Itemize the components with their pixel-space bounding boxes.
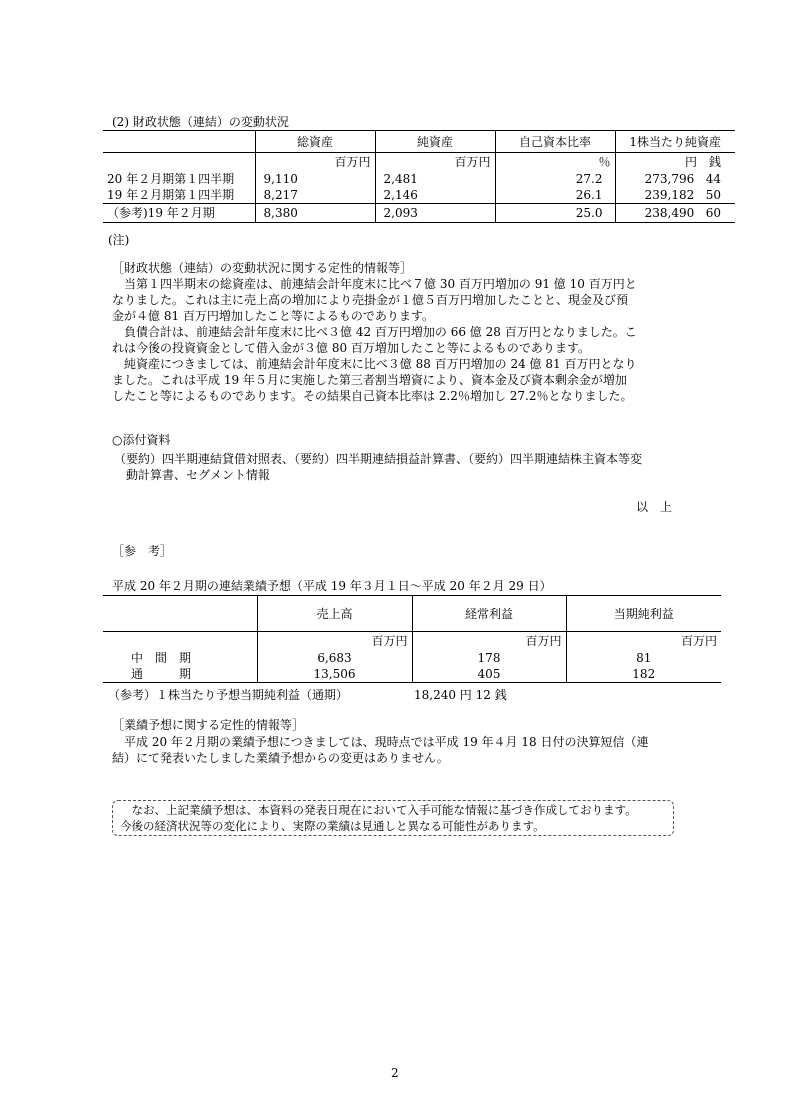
eps-forecast-label: （参考）１株当たり予想当期純利益（通期）	[108, 688, 349, 702]
units-row	[103, 153, 735, 171]
row-label: 20 年２月期第１四半期	[107, 171, 235, 186]
paragraph-line: 結）にて発表いたしました業績予想からの変更はありません。	[112, 751, 449, 765]
table-row	[103, 171, 735, 187]
paragraph-line: 動計算書、セグメント情報	[126, 468, 270, 482]
section-title-financial-position: (2) 財政状態（連結）の変動状況	[112, 115, 289, 129]
unit-cell: 百万円	[566, 632, 721, 650]
unit-cell: 円 銭	[615, 153, 735, 171]
net-assets-value: 2,093	[375, 203, 495, 222]
sales-value: 13,506	[257, 666, 412, 683]
per-share-value	[615, 171, 735, 187]
net-assets-value: 2,481	[375, 171, 495, 187]
paragraph-line: なりました。これは主に売上高の増加により売掛金が１億５百万円増加したことと、現金及び預	[112, 293, 629, 307]
paragraph-line: 今後の経済状況等の変化により、実際の業績は見通しと異なる可能性があります。	[120, 819, 545, 833]
header-ordinary-profit: 経常利益	[412, 596, 566, 632]
eps-forecast-value: 18,240 円 12 銭	[414, 688, 507, 702]
equity-ratio-value: 25.0	[495, 203, 615, 222]
header-net-assets: 純資産	[375, 131, 495, 153]
per-share-sen: 60	[705, 205, 721, 220]
header-sales: 売上高	[257, 596, 412, 632]
paragraph-line: したこと等によるものであります。その結果自己資本比率は 2.2％増加し 27.2％となりました。	[112, 389, 633, 403]
row-label: 19 年２月期第１四半期	[107, 187, 235, 202]
per-share-value	[615, 203, 735, 222]
per-share-yen: 239,182	[644, 187, 695, 202]
per-share-sen: 44	[705, 171, 721, 186]
total-assets-value: 8,217	[255, 187, 375, 204]
paragraph-line: 平成 20 年２月期の業績予想につきましては、現時点では平成 19 年４月 18 日付の決算短信（連	[112, 735, 649, 749]
forecast-table	[103, 595, 721, 683]
ordinary-profit-value: 178	[412, 650, 566, 666]
table-header-row	[103, 596, 721, 632]
net-profit-value: 81	[566, 650, 721, 666]
total-assets-value: 9,110	[255, 171, 375, 187]
forecast-title: 平成 20 年２月期の連結業績予想（平成 19 年３月１日～平成 20 年２月 29 日）	[112, 579, 552, 593]
paragraph-line: 金が４億 81 百万円増加したこと等によるものであります。	[112, 309, 434, 323]
net-profit-value: 182	[566, 666, 721, 683]
sales-value: 6,683	[257, 650, 412, 666]
paragraph-line: 負債合計は、前連結会計年度末に比べ３億 42 百万円増加の 66 億 28 百万円となりました。こ	[112, 325, 637, 339]
header-blank	[103, 596, 257, 632]
per-share-value	[615, 187, 735, 204]
header-net-assets-per-share: 1株当たり純資産	[615, 131, 735, 153]
table-row	[103, 650, 721, 666]
header-net-profit: 当期純利益	[566, 596, 721, 632]
per-share-yen: 273,796	[644, 171, 695, 186]
paragraph-line: れは今後の投資資金として借入金が３億 80 百万増加したこと等によるものであります。	[112, 341, 590, 355]
table-header-row	[103, 131, 735, 153]
ordinary-profit-value: 405	[412, 666, 566, 683]
qualitative-heading: ［財政状態（連結）の変動状況に関する定性的情報等］	[112, 261, 413, 275]
reference-heading: ［参 考］	[112, 544, 173, 558]
table-row	[103, 187, 735, 204]
unit-cell: ％	[495, 153, 615, 171]
forecast-info-heading: ［業績予想に関する定性的情報等］	[112, 718, 305, 732]
qualitative-paragraph	[112, 276, 637, 404]
table-row-reference	[103, 203, 735, 222]
per-share-yen: 238,490	[644, 205, 695, 220]
row-label: （参考)19 年２月期	[107, 205, 215, 220]
per-share-sen: 50	[705, 187, 721, 202]
attachments-list	[114, 451, 642, 483]
header-equity-ratio: 自己資本比率	[495, 131, 615, 153]
paragraph-line: 当第１四半期末の総資産は、前連結会計年度末に比べ７億 30 百万円増加の 91 億 10 百万円と	[112, 277, 637, 291]
table-note: (注)	[108, 233, 130, 247]
paragraph-line: ました。これは平成 19 年５月に実施した第三者割当増資により、資本金及び資本剰余金が増加	[112, 373, 627, 387]
unit-cell: 百万円	[375, 153, 495, 171]
net-assets-value: 2,146	[375, 187, 495, 204]
header-blank	[103, 131, 255, 153]
row-label: 通 期	[131, 666, 192, 681]
attachments-heading: ○添付資料	[112, 433, 171, 447]
table-row	[103, 666, 721, 683]
page-number: 2	[391, 1066, 399, 1080]
row-label: 中 間 期	[131, 650, 192, 665]
equity-ratio-value: 26.1	[495, 187, 615, 204]
financial-position-table	[103, 130, 735, 223]
paragraph-line: なお、上記業績予想は、本資料の発表日現在において入手可能な情報に基づき作成しております。	[120, 803, 637, 817]
paragraph-line: （要約）四半期連結貸借対照表、（要約）四半期連結損益計算書、（要約）四半期連結株主資本等変	[114, 452, 643, 466]
closing-mark: 以 上	[636, 500, 673, 514]
paragraph-line: 純資産につきましては、前連結会計年度末に比べ３億 88 百万円増加の 24 億 81 百万円となり	[112, 357, 637, 371]
units-row	[103, 632, 721, 650]
header-total-assets: 総資産	[255, 131, 375, 153]
unit-cell: 百万円	[255, 153, 375, 171]
forecast-info-paragraph	[112, 734, 648, 766]
unit-cell: 百万円	[412, 632, 566, 650]
equity-ratio-value: 27.2	[495, 171, 615, 187]
disclaimer-text	[120, 802, 637, 834]
total-assets-value: 8,380	[255, 203, 375, 222]
unit-cell: 百万円	[257, 632, 412, 650]
